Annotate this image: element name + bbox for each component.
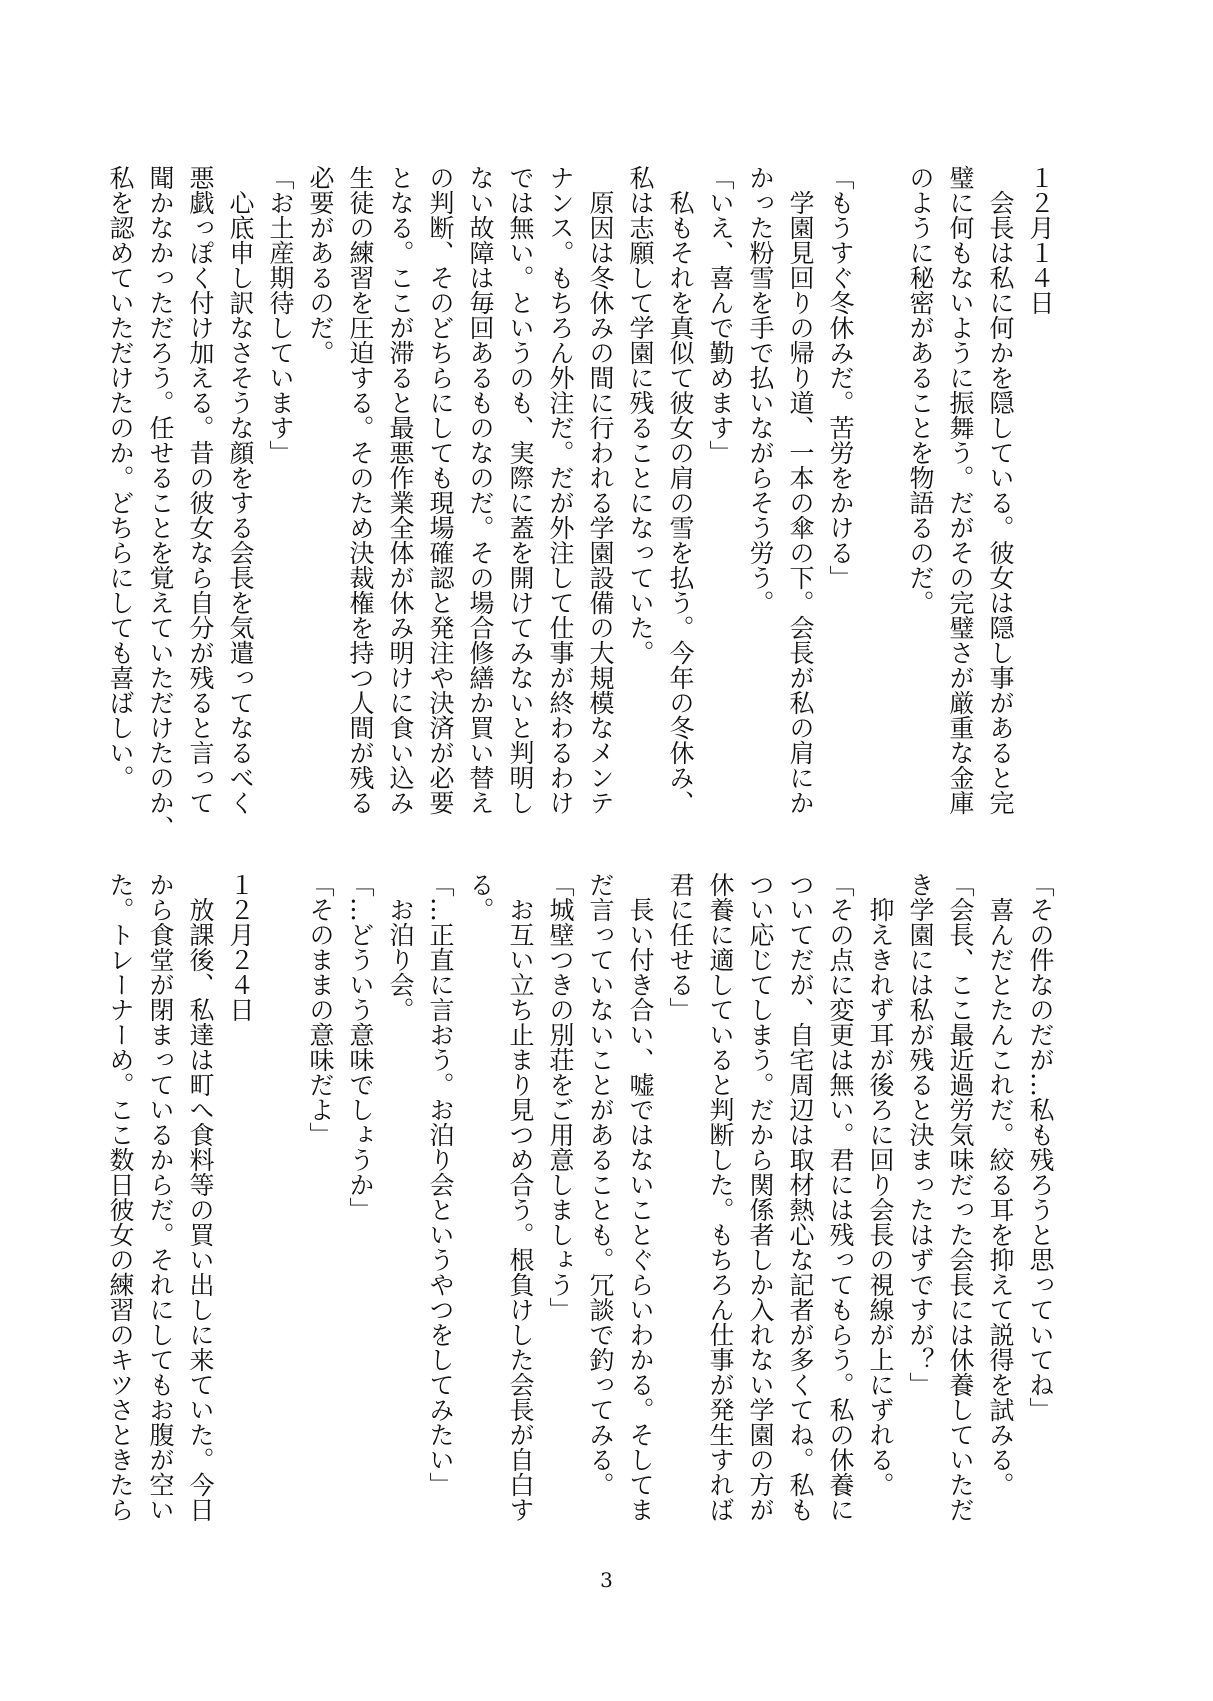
upper-column-5: 「もうすぐ冬休みだ。苦労をかける」 bbox=[826, 165, 855, 590]
text-block-lower bbox=[106, 872, 1060, 1522]
page-number: 3 bbox=[600, 1568, 613, 1592]
lower-column-13: お互い立ち止まり見つめ合う。根負けした会長が自白す bbox=[506, 872, 535, 1522]
lower-column-16: お泊り会。 bbox=[386, 872, 415, 1022]
upper-column-20: 心底申し訳なさそうな顔をする会長を気遣ってなるべく bbox=[226, 165, 255, 815]
lower-column-9: 君に任せる」 bbox=[666, 872, 695, 1022]
upper-column-13: では無い。というのも、実際に蓋を開けてみないと判明し bbox=[506, 165, 535, 815]
text-block-upper bbox=[106, 165, 1060, 840]
lower-column-17: 「…どういう意味でしょうか」 bbox=[346, 872, 375, 1222]
upper-column-15: の判断、そのどちらにしても現場確認と発注や決済が必要 bbox=[426, 165, 455, 815]
upper-column-17: 生徒の練習を圧迫する。そのため決裁権を持つ人間が残る bbox=[346, 165, 375, 815]
lower-column-23: た。トレーナーめ。ここ数日彼女の練習のキツさときたら bbox=[106, 872, 135, 1522]
lower-column-22: から食堂が閉まっているからだ。それにしてもお腹が空い bbox=[146, 872, 175, 1522]
lower-column-18: 「そのままの意味だよ」 bbox=[306, 872, 335, 1147]
lower-column-4: 抑えきれず耳が後ろに回り会長の視線が上にずれる。 bbox=[866, 872, 895, 1497]
upper-column-10: 私は志願して学園に残ることになっていた。 bbox=[626, 165, 655, 665]
lower-column-0: 「その件なのだが…私も残ろうと思っていてね」 bbox=[1026, 872, 1055, 1422]
lower-column-10: 長い付き合い、嘘ではないことぐらいわかる。そしてま bbox=[626, 872, 655, 1522]
lower-column-11: だ言っていないことがあることも。冗談で釣ってみる。 bbox=[586, 872, 615, 1497]
upper-column-16: となる。ここが滞ると最悪作業全体が休み明けに食い込み bbox=[386, 165, 415, 815]
upper-column-21: 悪戯っぽく付け加える。昔の彼女なら自分が残ると言って bbox=[186, 165, 215, 815]
lower-column-8: 休養に適していると判断した。もちろん仕事が発生すれば bbox=[706, 872, 735, 1522]
upper-column-22: 聞かなかっただろう。任せることを覚えていただけたのか、 bbox=[146, 165, 175, 840]
lower-column-5: 「その点に変更は無い。君には残ってもらう。私の休養に bbox=[826, 872, 855, 1522]
upper-column-7: かった粉雪を手で払いながらそう労う。 bbox=[746, 165, 775, 615]
upper-column-19: 「お土産期待しています」 bbox=[266, 165, 295, 465]
lower-column-19 bbox=[260, 872, 300, 1520]
upper-column-9: 私もそれを真似て彼女の肩の雪を払う。今年の冬休み、 bbox=[666, 165, 695, 815]
upper-column-12: ナンス。もちろん外注だ。だが外注して仕事が終わるわけ bbox=[546, 165, 575, 815]
lower-column-2: 「会長、ここ最近過労気味だった会長には休養していただ bbox=[946, 872, 975, 1522]
lower-column-7: つい応じてしまう。だから関係者しか入れない学園の方が bbox=[746, 872, 775, 1522]
upper-column-23: 私を認めていただけたのか。どちらにしても喜ばしい。 bbox=[106, 165, 135, 790]
lower-column-15: 「…正直に言おう。お泊り会というやつをしてみたい」 bbox=[426, 872, 455, 1497]
lower-column-3: き学園には私が残ると決まったはずですが？」 bbox=[906, 872, 935, 1397]
upper-column-1: 会長は私に何かを隠している。彼女は隠し事があると完 bbox=[986, 165, 1015, 815]
upper-column-3: のように秘密があることを物語るのだ。 bbox=[906, 165, 935, 615]
lower-column-12: 「城壁つきの別荘をご用意しましょう」 bbox=[546, 872, 575, 1322]
lower-column-20: １２月２４日 bbox=[226, 872, 255, 1022]
upper-column-4 bbox=[860, 165, 900, 813]
upper-column-8: 「いえ、喜んで勤めます」 bbox=[706, 165, 735, 465]
upper-column-0: １２月１４日 bbox=[1026, 165, 1055, 315]
lower-column-6: ついてだが、自宅周辺は取材熱心な記者が多くてね。私も bbox=[786, 872, 815, 1522]
upper-column-14: ない故障は毎回あるものなのだ。その場合修繕か買い替え bbox=[466, 165, 495, 815]
upper-column-18: 必要があるのだ。 bbox=[306, 165, 335, 365]
lower-column-21: 放課後、私達は町へ食料等の買い出しに来ていた。今日 bbox=[186, 872, 215, 1522]
upper-column-11: 原因は冬休みの間に行われる学園設備の大規模なメンテ bbox=[586, 165, 615, 815]
lower-column-1: 喜んだとたんこれだ。絞る耳を抑えて説得を試みる。 bbox=[986, 872, 1015, 1497]
upper-column-2: 璧に何もないように振舞う。だがその完璧さが厳重な金庫 bbox=[946, 165, 975, 815]
lower-column-14: る。 bbox=[466, 872, 495, 922]
upper-column-6: 学園見回りの帰り道、一本の傘の下。会長が私の肩にか bbox=[786, 165, 815, 815]
